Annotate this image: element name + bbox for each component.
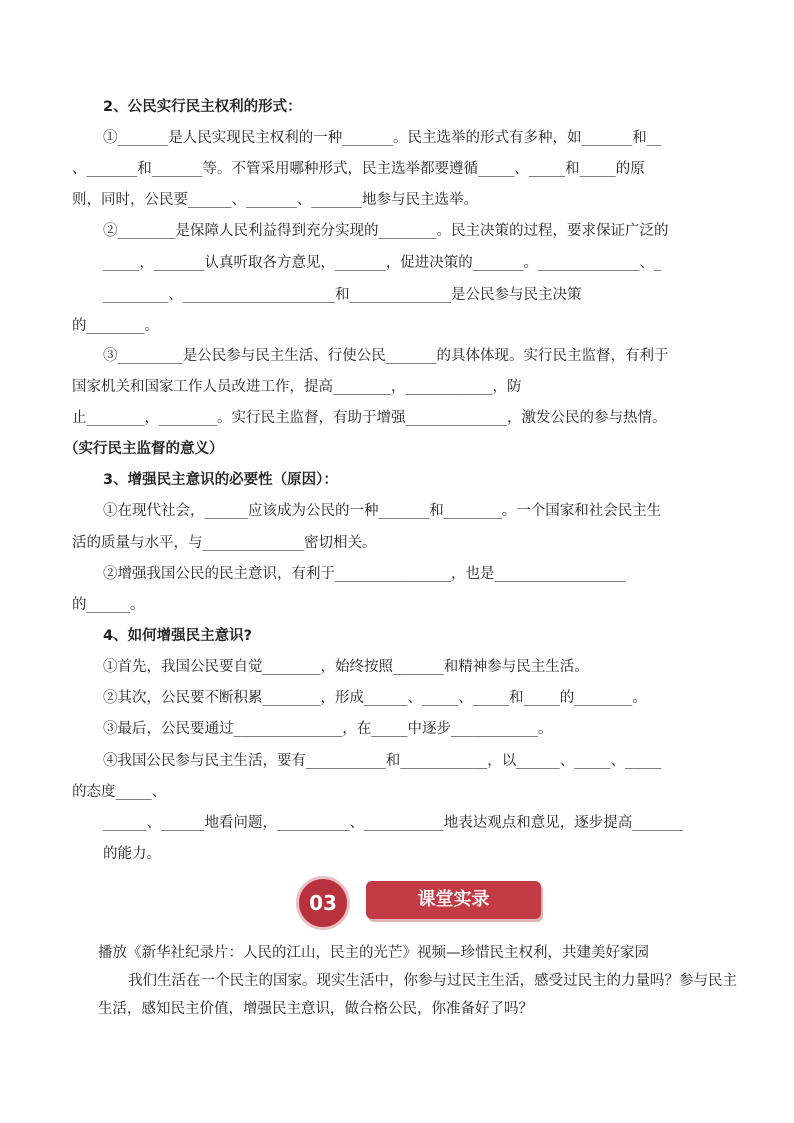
paragraph-line: 我们生活在一个民主的国家。现实生活中，你参与过民主生活，感受过民主的力量吗？参与民主 — [128, 973, 737, 989]
text-line: 的______。 — [72, 597, 145, 613]
text-line: 的态度_____、 — [72, 784, 167, 800]
text-line: 活的质量与水平，与______________密切相关。 — [72, 535, 377, 551]
text-line: ①_______是人民实现民主权利的一种_______。民主选举的形式有多种，如_______和__ — [103, 130, 662, 146]
text-line: ______、______地看问题，__________、___________地表达观点和意见，逐步提高_______ — [103, 815, 683, 831]
section-banner — [296, 876, 546, 928]
text-line: 、_______和_______等。不管采用哪种形式，民主选举都要遵循_____、_____和_____的原 — [72, 161, 645, 177]
section-3-heading: 3、增强民主意识的必要性（原因）： — [103, 472, 338, 488]
section-4-heading: 4、如何增强民主意识? — [103, 628, 252, 644]
text-line: 则，同时，公民要______、_______、_______地参与民主选举。 — [72, 192, 478, 208]
text-line: ①在现代社会，______应该成为公民的一种_______和________。一个国家和社会民主生 — [103, 503, 662, 519]
text-line: ④我国公民参与民主生活，要有___________和____________，以______、_____、_____ — [103, 753, 662, 769]
text-line: 止________，________。实行民主监督，有助于增强______________，激发公民的参与热情。 — [72, 410, 667, 426]
text-line: ②增强我国公民的民主意识，有利于________________，也是__________________ — [103, 566, 625, 582]
section-number-badge: 03 — [296, 876, 350, 930]
text-line: ③_________是公民参与民主生活、行使公民_______的具体体现。实行民主监督，有利于 — [103, 348, 669, 364]
section-title: 课堂实录 — [366, 881, 541, 919]
text-line: ①首先，我国公民要自觉________，始终按照_______和精神参与民主生活。 — [103, 659, 589, 675]
video-line: 播放《新华社纪录片：人民的江山，民主的光芒》视频—珍惜民主权利，共建美好家园 — [98, 945, 649, 961]
text-line: ③最后，公民要通过_______________，在_____中逐步____________。 — [103, 721, 553, 737]
text-line: ②其次，公民要不断积累________，形成______、_____、_____和_____的________。 — [103, 690, 647, 706]
paragraph-line: 生活，感知民主价值，增强民主意识，做合格公民，你准备好了吗？ — [98, 1001, 533, 1017]
text-line: _____，_______认真听取各方意见，_______，促进决策的_______。______________、_ — [103, 255, 662, 271]
text-line: 国家机关和国家工作人员改进工作，提高________，____________，防 — [72, 379, 522, 395]
text-line: 的________。 — [72, 318, 159, 334]
section-2-heading: 2、公民实行民主权利的形式： — [103, 99, 302, 115]
text-line: ②________是保障人民利益得到充分实现的________。民主决策的过程，要求保证广泛的 — [103, 223, 669, 239]
section-2-note: （实行民主监督的意义） — [64, 441, 224, 457]
text-line: _________、_____________________和______________是公民参与民主决策 — [103, 287, 582, 303]
text-line: 的能力。 — [103, 846, 161, 862]
